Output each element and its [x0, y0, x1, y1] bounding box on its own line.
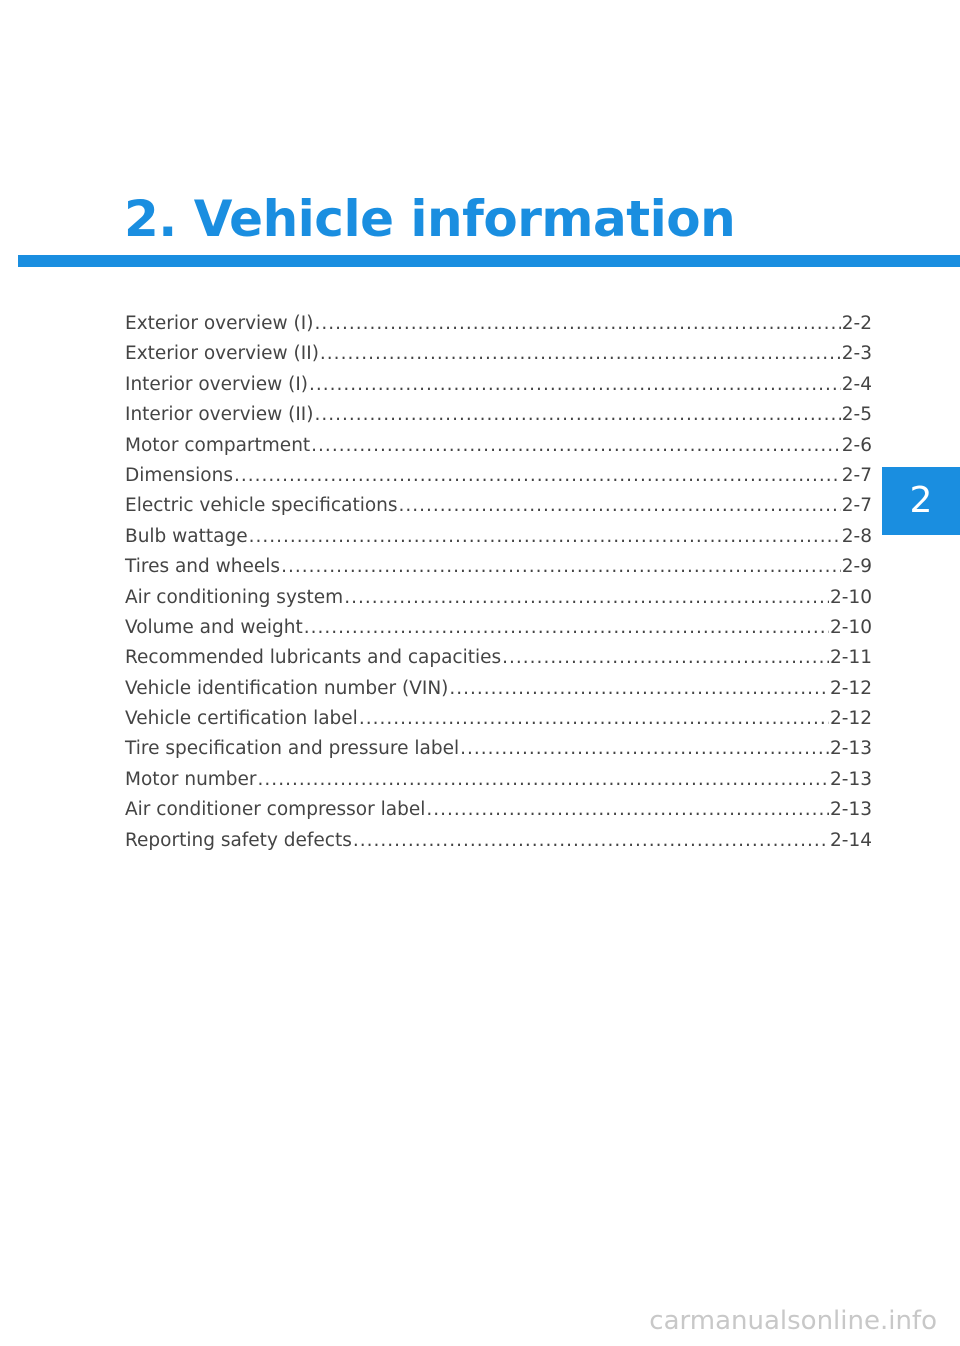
toc-entry-label: Vehicle identification number (VIN) — [125, 677, 449, 699]
toc-entry-tire-pressure-label[interactable] — [125, 738, 872, 768]
toc-entry-label: Tires and wheels — [125, 556, 281, 578]
toc-entry-vin[interactable] — [125, 678, 872, 708]
toc-entry-interior-overview-1[interactable] — [125, 374, 872, 404]
toc-entry-page: 2-10 — [830, 616, 872, 638]
toc-entry-air-conditioning-system[interactable] — [125, 587, 872, 617]
toc-dot-leader — [502, 647, 829, 668]
chapter-tab[interactable] — [882, 467, 960, 535]
toc-dot-leader — [258, 769, 829, 790]
toc-entry-lubricants-and-capacities[interactable] — [125, 647, 872, 677]
toc-entry-motor-number[interactable] — [125, 769, 872, 799]
toc-dot-leader — [314, 313, 840, 334]
toc-entry-page: 2-4 — [841, 373, 872, 395]
toc-entry-page: 2-10 — [830, 586, 872, 608]
toc-entry-label: Volume and weight — [125, 616, 303, 638]
toc-entry-page: 2-2 — [841, 313, 872, 334]
toc-entry-compressor-label[interactable] — [125, 799, 872, 829]
toc-entry-page: 2-14 — [830, 829, 872, 851]
toc-dot-leader — [359, 708, 829, 729]
toc-entry-page: 2-12 — [830, 677, 872, 699]
toc-entry-label: Tire specification and pressure label — [125, 738, 460, 760]
chapter-title: 2. Vehicle information — [124, 190, 736, 248]
toc-entry-interior-overview-2[interactable] — [125, 404, 872, 434]
toc-entry-label: Exterior overview (I) — [125, 313, 314, 334]
chapter-tab-number: 2 — [909, 480, 933, 521]
toc-entry-exterior-overview-2[interactable] — [125, 343, 872, 373]
toc-entry-label: Air conditioning system — [125, 586, 344, 608]
toc-entry-label: Reporting safety defects — [125, 829, 352, 851]
toc-entry-label: Exterior overview (II) — [125, 343, 319, 365]
toc-entry-page: 2-13 — [830, 799, 872, 821]
toc-entry-exterior-overview-1[interactable] — [125, 313, 872, 343]
toc-dot-leader — [309, 374, 841, 395]
toc-entry-label: Recommended lubricants and capacities — [125, 647, 502, 669]
toc-entry-page: 2-3 — [841, 343, 872, 365]
toc-entry-page: 2-8 — [841, 525, 872, 547]
toc-entry-page: 2-11 — [830, 647, 872, 669]
toc-entry-label: Interior overview (II) — [125, 404, 314, 426]
toc-dot-leader — [311, 435, 841, 456]
toc-entry-label: Dimensions — [125, 464, 233, 486]
toc-entry-label: Interior overview (I) — [125, 373, 308, 395]
title-divider — [18, 255, 960, 267]
toc-dot-leader — [399, 495, 841, 516]
watermark: carmanualsonline.info — [649, 1306, 937, 1336]
toc-dot-leader — [353, 830, 829, 851]
toc-entry-page: 2-7 — [841, 495, 872, 517]
toc-entry-ev-specifications[interactable] — [125, 495, 872, 525]
toc-entry-motor-compartment[interactable] — [125, 435, 872, 465]
toc-entry-dimensions[interactable] — [125, 465, 872, 495]
toc-dot-leader — [314, 404, 840, 425]
toc-dot-leader — [426, 799, 829, 820]
toc-dot-leader — [449, 678, 829, 699]
toc-entry-page: 2-5 — [841, 404, 872, 426]
toc-dot-leader — [281, 556, 841, 577]
toc-dot-leader — [344, 587, 829, 608]
toc-entry-tires-and-wheels[interactable] — [125, 556, 872, 586]
toc-entry-label: Air conditioner compressor label — [125, 799, 426, 821]
table-of-contents — [125, 313, 872, 860]
toc-entry-label: Electric vehicle specifications — [125, 495, 398, 517]
toc-entry-label: Motor compartment — [125, 434, 311, 456]
toc-dot-leader — [249, 526, 841, 547]
toc-dot-leader — [304, 617, 829, 638]
toc-entry-label: Vehicle certification label — [125, 708, 358, 730]
toc-entry-page: 2-9 — [841, 556, 872, 578]
toc-entry-page: 2-13 — [830, 738, 872, 760]
toc-entry-page: 2-13 — [830, 768, 872, 790]
toc-dot-leader — [320, 343, 841, 364]
toc-entry-page: 2-7 — [841, 464, 872, 486]
toc-entry-page: 2-12 — [830, 708, 872, 730]
toc-entry-volume-and-weight[interactable] — [125, 617, 872, 647]
toc-entry-certification-label[interactable] — [125, 708, 872, 738]
toc-entry-safety-defects[interactable] — [125, 830, 872, 860]
toc-entry-bulb-wattage[interactable] — [125, 526, 872, 556]
toc-dot-leader — [234, 465, 841, 486]
toc-entry-page: 2-6 — [841, 434, 872, 456]
toc-entry-label: Bulb wattage — [125, 525, 248, 547]
toc-dot-leader — [460, 738, 829, 759]
toc-entry-label: Motor number — [125, 768, 257, 790]
